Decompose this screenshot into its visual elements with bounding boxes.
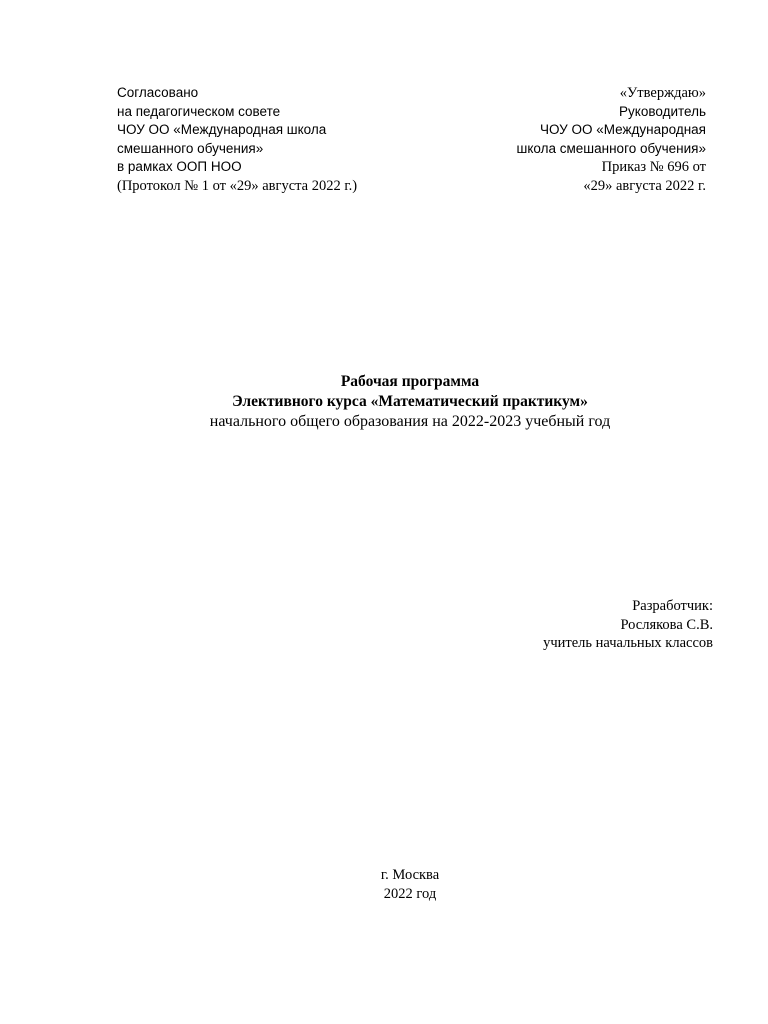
approval-left-line-1: Согласовано bbox=[117, 85, 199, 100]
approval-left-line-2: на педагогическом совете bbox=[117, 103, 281, 119]
footer-city-year bbox=[0, 866, 768, 903]
title-line-3: начального общего образования на 2022-2023 учебный год bbox=[209, 413, 611, 430]
approval-right-line-4: школа смешанного обучения» bbox=[516, 140, 706, 156]
approval-right-line-6: «29» августа 2022 г. bbox=[583, 177, 706, 194]
approval-right-line-3: ЧОУ ОО «Международная bbox=[539, 122, 706, 137]
approval-left-line-3: ЧОУ ОО «Международная школа bbox=[117, 122, 327, 137]
developer-label: Разработчик: bbox=[632, 598, 713, 614]
approval-block-right bbox=[517, 84, 706, 195]
approval-left-line-6: (Протокол № 1 от «29» августа 2022 г.) bbox=[117, 177, 358, 194]
approval-block-left bbox=[117, 84, 357, 195]
approval-left-line-4: смешанного обучения» bbox=[117, 140, 264, 156]
footer-city: г. Москва bbox=[380, 867, 440, 883]
approval-left-line-5: в рамках ООП НОО bbox=[117, 159, 242, 174]
document-title bbox=[0, 372, 768, 432]
developer-block bbox=[543, 597, 713, 653]
approval-right-line-2: Руководитель bbox=[619, 103, 706, 119]
developer-name: Рослякова С.В. bbox=[620, 616, 713, 633]
approval-right-line-1: «Утверждаю» bbox=[619, 85, 706, 101]
title-line-2: Элективного курса «Математический практикум» bbox=[232, 393, 588, 410]
developer-position: учитель начальных классов bbox=[543, 635, 713, 651]
footer-year: 2022 год bbox=[383, 885, 437, 902]
title-line-1: Рабочая программа bbox=[340, 373, 480, 390]
approval-right-line-5: Приказ № 696 от bbox=[601, 159, 706, 175]
